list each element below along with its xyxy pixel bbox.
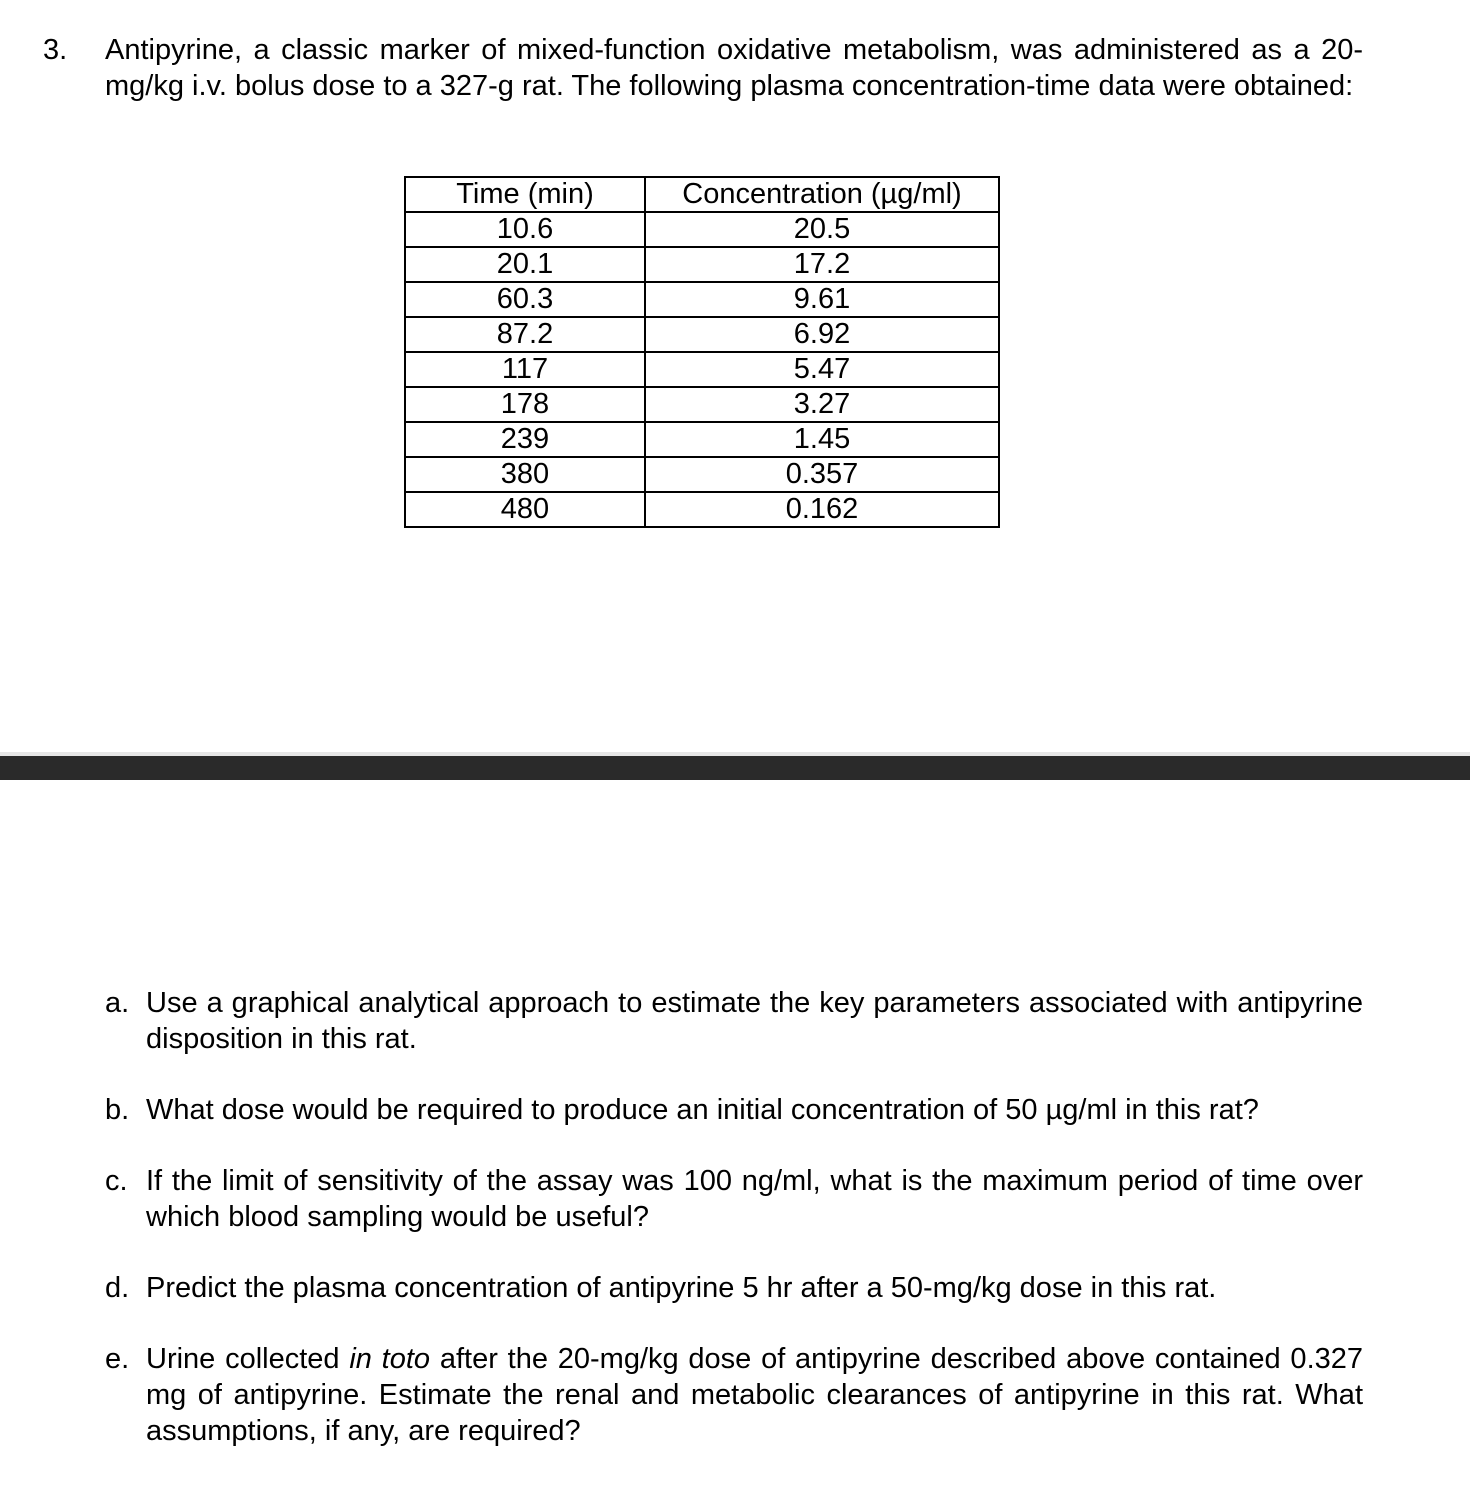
time-cell: 178 [405, 387, 645, 422]
question-d [105, 1270, 1363, 1306]
concentration-cell: 0.162 [645, 492, 999, 527]
question-letter: b. [105, 1094, 130, 1126]
question-letter: c. [105, 1165, 128, 1197]
problem-number: 3. [43, 34, 68, 66]
question-text: What dose would be required to produce an initial concentration of 50 µg/ml in this rat? [146, 1094, 1259, 1126]
concentration-cell: 3.27 [645, 387, 999, 422]
question-a [105, 985, 1363, 1057]
concentration-cell: 17.2 [645, 247, 999, 282]
table-row [405, 422, 999, 457]
table-row [405, 247, 999, 282]
problem-intro: Antipyrine, a classic marker of mixed-function oxidative metabolism, was administered as a 20-mg/kg i.v. bolus dose to a 327-g rat. The following plasma concentration-time data were obtained: [105, 34, 1363, 102]
table-row [405, 492, 999, 527]
time-column-header: Time (min) [405, 177, 645, 212]
question-b [105, 1092, 1363, 1128]
time-cell: 60.3 [405, 282, 645, 317]
time-cell: 239 [405, 422, 645, 457]
table-row [405, 457, 999, 492]
time-cell: 10.6 [405, 212, 645, 247]
question-text-start: Urine collected [146, 1343, 350, 1375]
page-break-bar [0, 756, 1470, 780]
question-letter: e. [105, 1343, 130, 1375]
table-row [405, 212, 999, 247]
question-text: If the limit of sensitivity of the assay was 100 ng/ml, what is the maximum period of time over which blood sampling would be useful? [146, 1165, 1363, 1233]
italic-phrase: in toto [349, 1343, 431, 1375]
question-text: Predict the plasma concentration of antipyrine 5 hr after a 50-mg/kg dose in this rat. [146, 1272, 1217, 1304]
concentration-column-header: Concentration (µg/ml) [645, 177, 999, 212]
concentration-cell: 9.61 [645, 282, 999, 317]
table-row [405, 317, 999, 352]
time-cell: 380 [405, 457, 645, 492]
table-row [405, 282, 999, 317]
question-list [105, 985, 1363, 1449]
question-text: Use a graphical analytical approach to estimate the key parameters associated with antipyrine disposition in this rat. [146, 987, 1363, 1055]
time-cell: 117 [405, 352, 645, 387]
question-letter: a. [105, 987, 130, 1019]
time-cell: 480 [405, 492, 645, 527]
concentration-cell: 6.92 [645, 317, 999, 352]
table-header-row [405, 177, 999, 212]
table-row [405, 387, 999, 422]
time-cell: 20.1 [405, 247, 645, 282]
question-text [146, 1343, 1363, 1447]
question-e [105, 1341, 1363, 1449]
question-c [105, 1163, 1363, 1235]
concentration-time-table [404, 176, 1000, 528]
concentration-cell: 20.5 [645, 212, 999, 247]
time-cell: 87.2 [405, 317, 645, 352]
concentration-cell: 0.357 [645, 457, 999, 492]
table-row [405, 352, 999, 387]
question-text-end: after the 20-mg/kg dose of antipyrine described above contained 0.327 mg of antipyrine. Estimate the renal and metabolic clearances of antipyrine in this rat. What assumptions, if any, are required? [146, 1343, 1364, 1447]
concentration-cell: 1.45 [645, 422, 999, 457]
question-letter: d. [105, 1272, 130, 1304]
concentration-cell: 5.47 [645, 352, 999, 387]
